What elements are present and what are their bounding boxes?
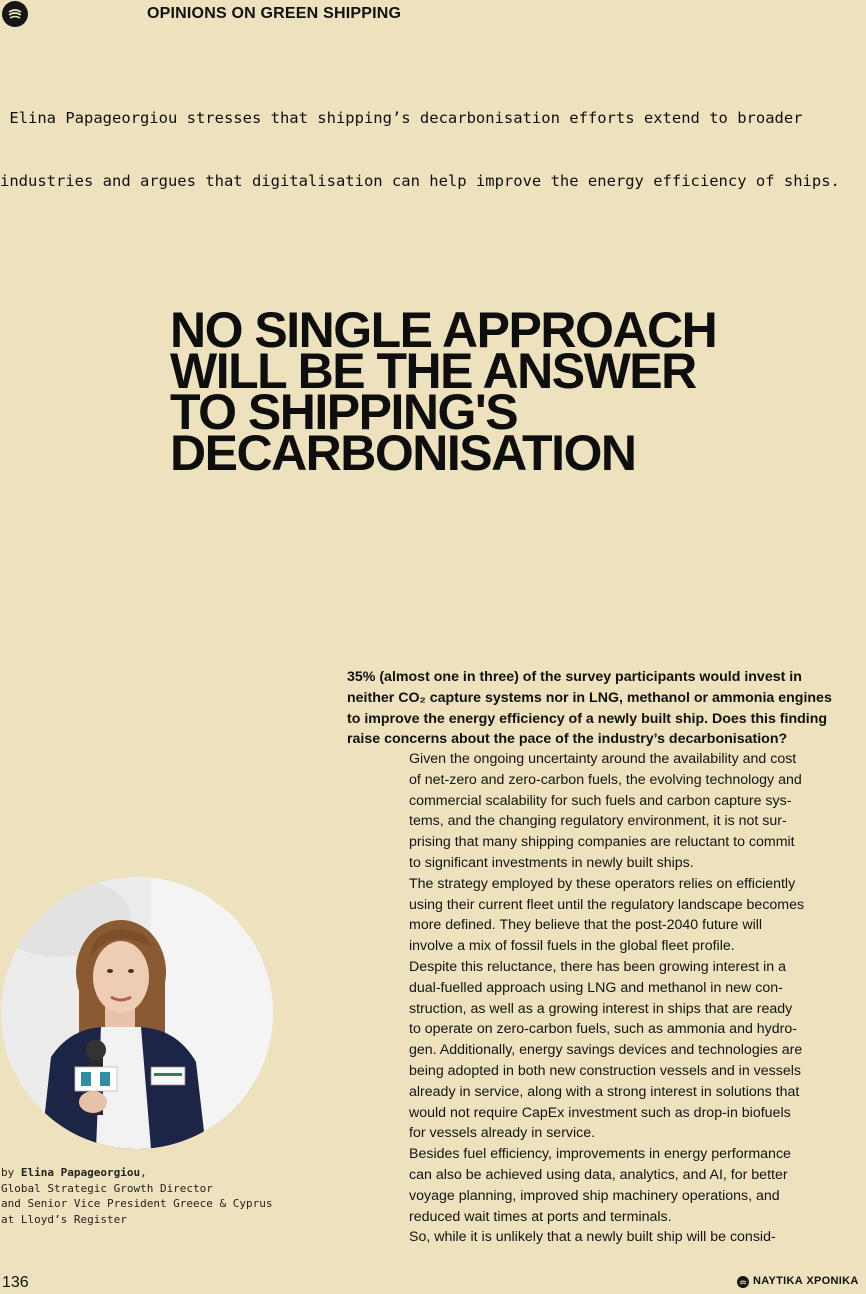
answer-line: Given the ongoing uncertainty around the availability and cost [409,751,797,767]
answer-line: dual-fuelled approach using LNG and methanol in new con- [409,979,783,996]
answer-line: to operate on zero-carbon fuels, such as ammonia and hydro- [409,1021,798,1038]
answer-line: can also be achieved using data, analytics, and AI, for better [409,1166,788,1183]
wave-logo-icon [2,1,28,27]
question-line: raise concerns about the pace of the industry’s decarbonisation? [347,731,788,748]
answer-line: would not require CapEx investment such as drop-in biofuels [409,1104,791,1121]
question-line: neither CO₂ capture systems nor in LNG, methanol or ammonia engines [347,689,832,706]
answer-line: using their current fleet until the regulatory landscape becomes [409,896,805,913]
answer-line: reduced wait times at ports and terminals. [409,1208,672,1225]
answer-line: The strategy employed by these operators relies on efficiently [409,875,796,892]
answer-line: tems, and the changing regulatory environment, it is not sur- [409,813,787,830]
answer-line: gen. Additionally, energy savings devices and technologies are [409,1042,803,1059]
question-line: 35% (almost one in three) of the survey participants would invest in [347,669,802,685]
author-role-line: Global Strategic Growth Director [1,1181,213,1195]
interview-question [347,667,837,750]
intro-line: industries and argues that digitalisation can help improve the energy efficiency of ships. [0,172,840,190]
publication-brand: ΝΑΥΤΙΚΑ ΧΡΟΝΙΚΑ [753,1275,859,1287]
answer-line: already in service, along with a strong interest in solutions that [409,1083,800,1100]
answer-line: of net-zero and zero-carbon fuels, the evolving technology and [409,771,802,788]
author-portrait [1,877,273,1149]
answer-line: commercial scalability for such fuels and carbon capture sys- [409,792,792,809]
question-line: to improve the energy efficiency of a newly built ship. Does this finding [347,710,828,727]
author-role-line: at Lloyd’s Register [1,1212,127,1226]
answer-line: more defined. They believe that the post-2040 future will [409,917,763,934]
headline-line: TO SHIPPING'S [170,384,518,440]
answer-line: prising that many shipping companies are reluctant to commit [409,834,795,851]
article-intro [0,66,866,213]
answer-line: for vessels already in service. [409,1125,596,1142]
headline-line: WILL BE THE ANSWER [170,343,696,399]
article-headline [170,302,717,481]
author-name: Elina Papageorgiou [20,1166,141,1179]
interview-answer [409,749,839,1248]
page-number: 136 [2,1274,29,1291]
intro-line: Elina Papageorgiou stresses that shipping’s decarbonisation efforts extend to broader [0,109,803,127]
answer-line: voyage planning, improved ship machinery operations, and [409,1187,780,1204]
answer-line: Despite this reluctance, there has been growing interest in a [409,958,786,975]
answer-line: to significant investments in newly built ships. [409,854,694,871]
author-byline [1,1165,273,1227]
wave-logo-icon [737,1276,749,1288]
author-role-line: and Senior Vice President Greece & Cyprus [1,1197,273,1210]
headline-line: DECARBONISATION [170,425,636,481]
answer-line: So, while it is unlikely that a newly built ship will be consid- [409,1229,776,1246]
author-name-line [1,1165,273,1181]
byline-suffix: , [140,1166,147,1179]
answer-line: struction, as well as a growing interest in ships that are ready [409,1000,793,1017]
answer-line: being adopted in both new construction vessels and in vessels [409,1062,801,1079]
answer-line: Besides fuel efficiency, improvements in energy performance [409,1146,791,1163]
byline-prefix: by [1,1166,21,1179]
headline-line: NO SINGLE APPROACH [170,302,717,358]
section-label: OPINIONS ON GREEN SHIPPING [147,5,402,22]
answer-line: involve a mix of fossil fuels in the global fleet profile. [409,938,735,955]
